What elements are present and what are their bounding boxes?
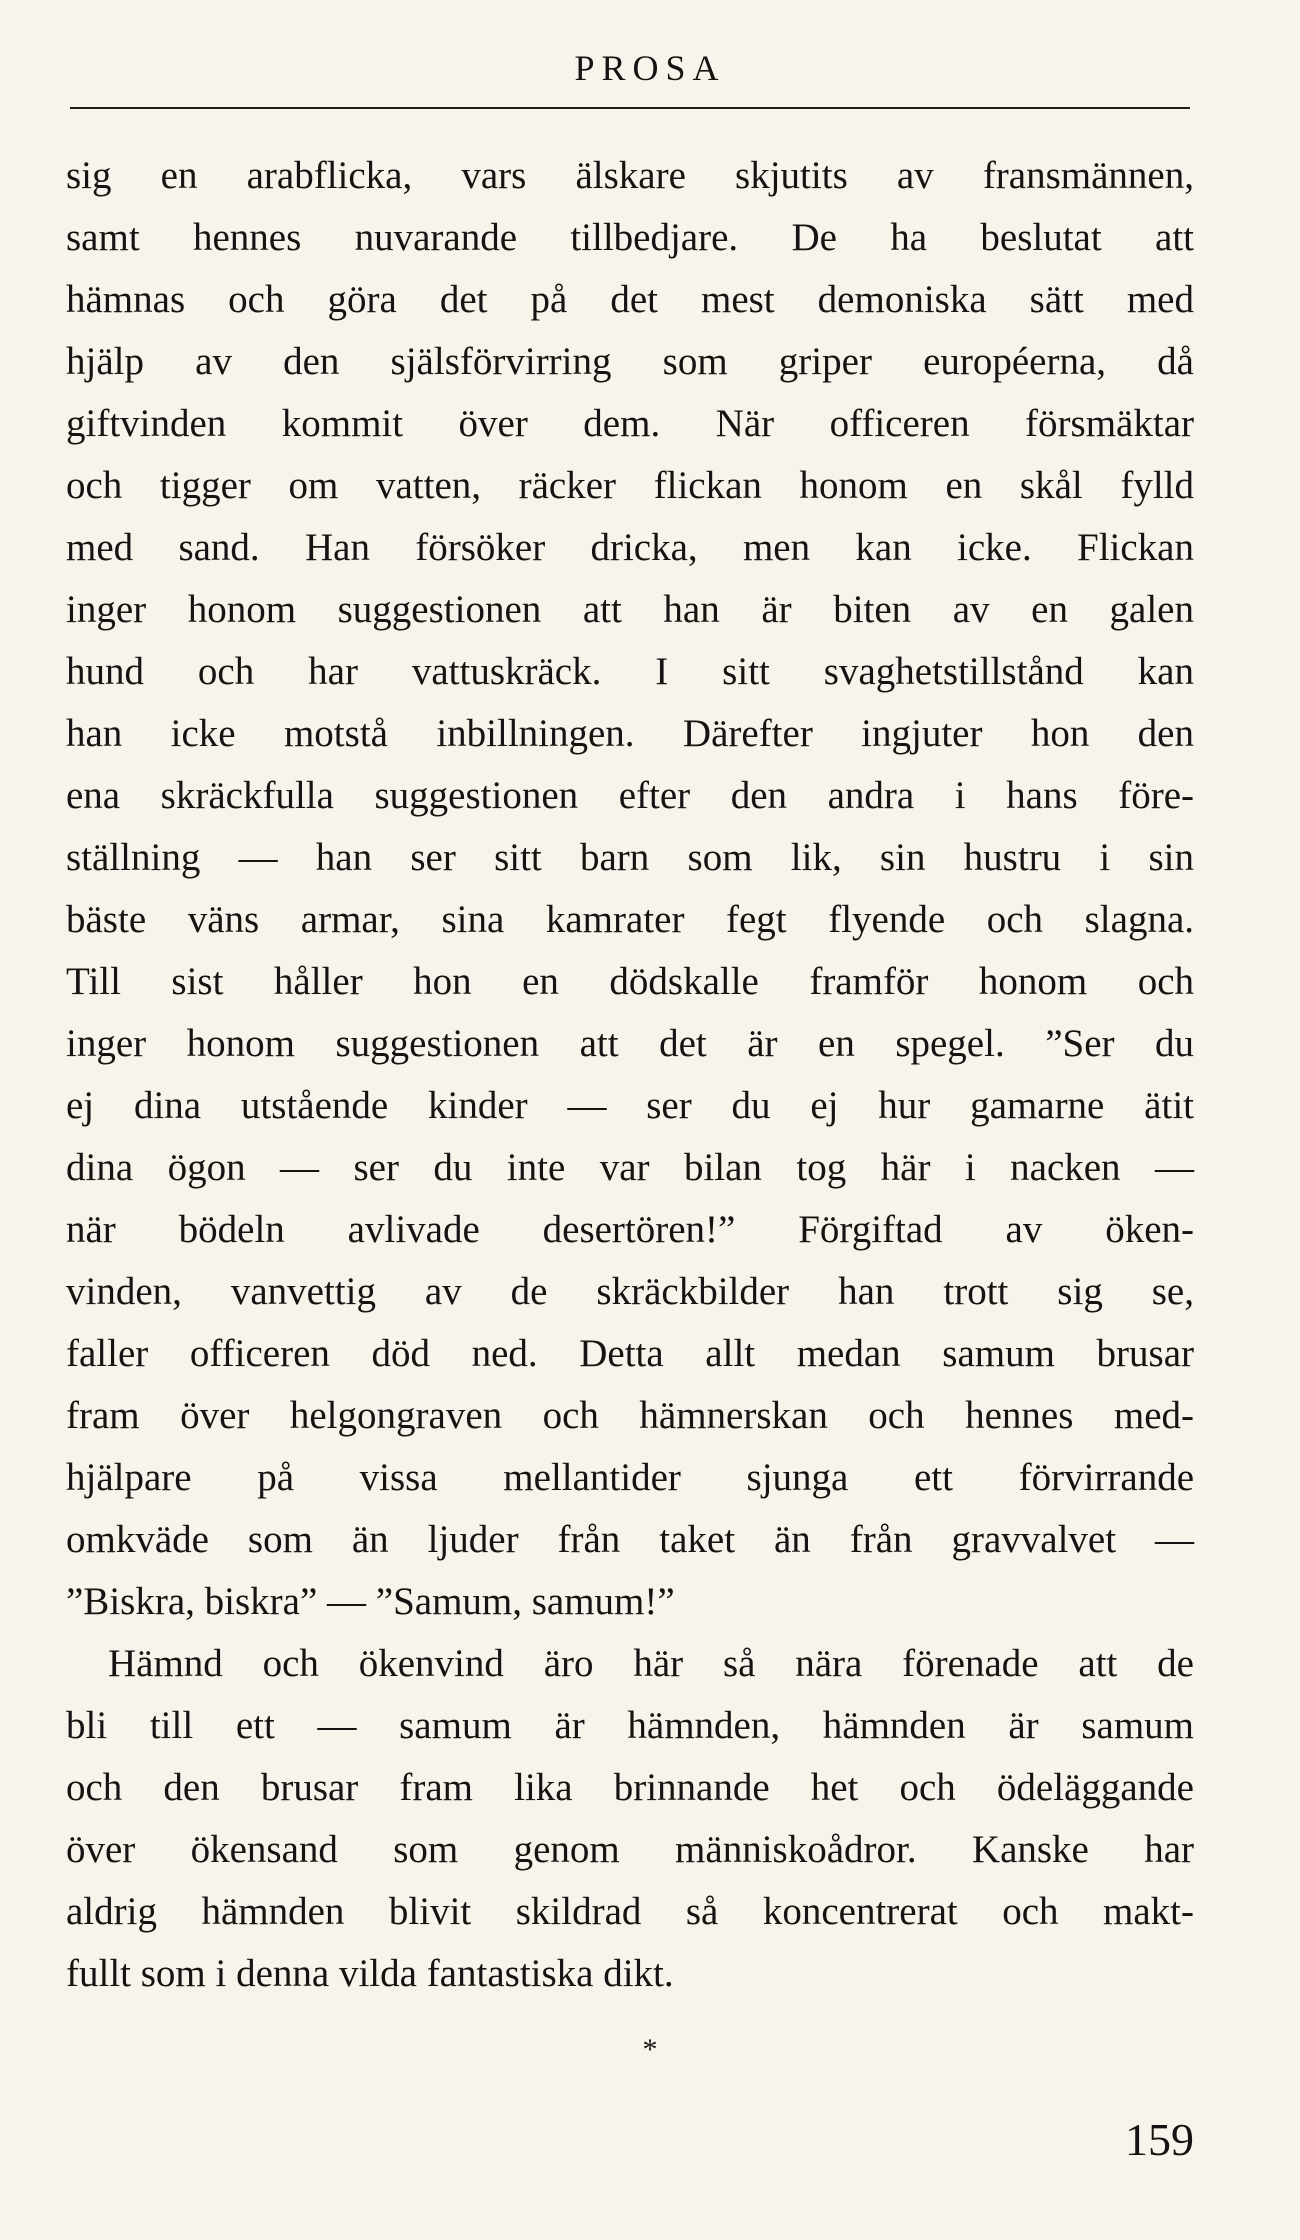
text-line: samt hennes nuvarande tillbedjare. De ha beslutat att <box>66 216 1194 259</box>
text-line: sig en arabflicka, vars älskare skjutits av fransmännen, <box>66 154 1194 197</box>
page-number: 159 <box>1125 2114 1194 2165</box>
text-line: dina ögon — ser du inte var bilan tog här i nacken — <box>66 1146 1194 1189</box>
text-line: bäste väns armar, sina kamrater fegt flyende och slagna. <box>66 898 1194 941</box>
text-line: ställning — han ser sitt barn som lik, sin hustru i sin <box>66 836 1194 879</box>
text-line: Till sist håller hon en dödskalle framför honom och <box>66 960 1194 1003</box>
text-line: hjälp av den själsförvirring som griper européerna, då <box>66 340 1194 383</box>
text-line: inger honom suggestionen att det är en spegel. ”Ser du <box>66 1022 1194 1065</box>
section-break-asterisk: * <box>642 2033 658 2066</box>
text-line: ej dina utstående kinder — ser du ej hur gamarne ätit <box>66 1084 1194 1127</box>
text-line: ena skräckfulla suggestionen efter den andra i hans före- <box>66 774 1194 817</box>
text-line: Hämnd och ökenvind äro här så nära förenade att de <box>108 1642 1194 1685</box>
text-line: fullt som i denna vilda fantastiska dikt. <box>66 1952 674 1995</box>
text-line: hämnas och göra det på det mest demoniska sätt med <box>66 278 1194 321</box>
text-line: bli till ett — samum är hämnden, hämnden är samum <box>66 1704 1194 1747</box>
text-line: med sand. Han försöker dricka, men kan icke. Flickan <box>66 526 1194 569</box>
text-line: vinden, vanvettig av de skräckbilder han trott sig se, <box>66 1270 1194 1313</box>
text-line: och den brusar fram lika brinnande het och ödeläggande <box>66 1766 1194 1809</box>
body-text <box>66 145 1194 2005</box>
text-line: och tigger om vatten, räcker flickan honom en skål fylld <box>66 464 1194 507</box>
text-line: hjälpare på vissa mellantider sjunga ett förvirrande <box>66 1456 1194 1499</box>
text-line: giftvinden kommit över dem. När officeren försmäktar <box>66 402 1194 445</box>
running-head: PROSA <box>574 48 726 88</box>
text-line: aldrig hämnden blivit skildrad så koncentrerat och makt- <box>66 1890 1194 1933</box>
text-line: omkväde som än ljuder från taket än från gravvalvet — <box>66 1518 1194 1561</box>
text-line: när bödeln avlivade desertören!” Förgiftad av öken- <box>66 1208 1194 1251</box>
text-line: fram över helgongraven och hämnerskan och hennes med- <box>66 1394 1194 1437</box>
text-line: hund och har vattuskräck. I sitt svaghetstillstånd kan <box>66 650 1194 693</box>
text-line: han icke motstå inbillningen. Därefter ingjuter hon den <box>66 712 1194 755</box>
header-rule <box>70 107 1190 109</box>
text-line: ”Biskra, biskra” — ”Samum, samum!” <box>66 1580 675 1623</box>
text-line: inger honom suggestionen att han är biten av en galen <box>66 588 1194 631</box>
text-line: över ökensand som genom människoådror. Kanske har <box>66 1828 1194 1871</box>
text-line: faller officeren död ned. Detta allt medan samum brusar <box>66 1332 1194 1375</box>
